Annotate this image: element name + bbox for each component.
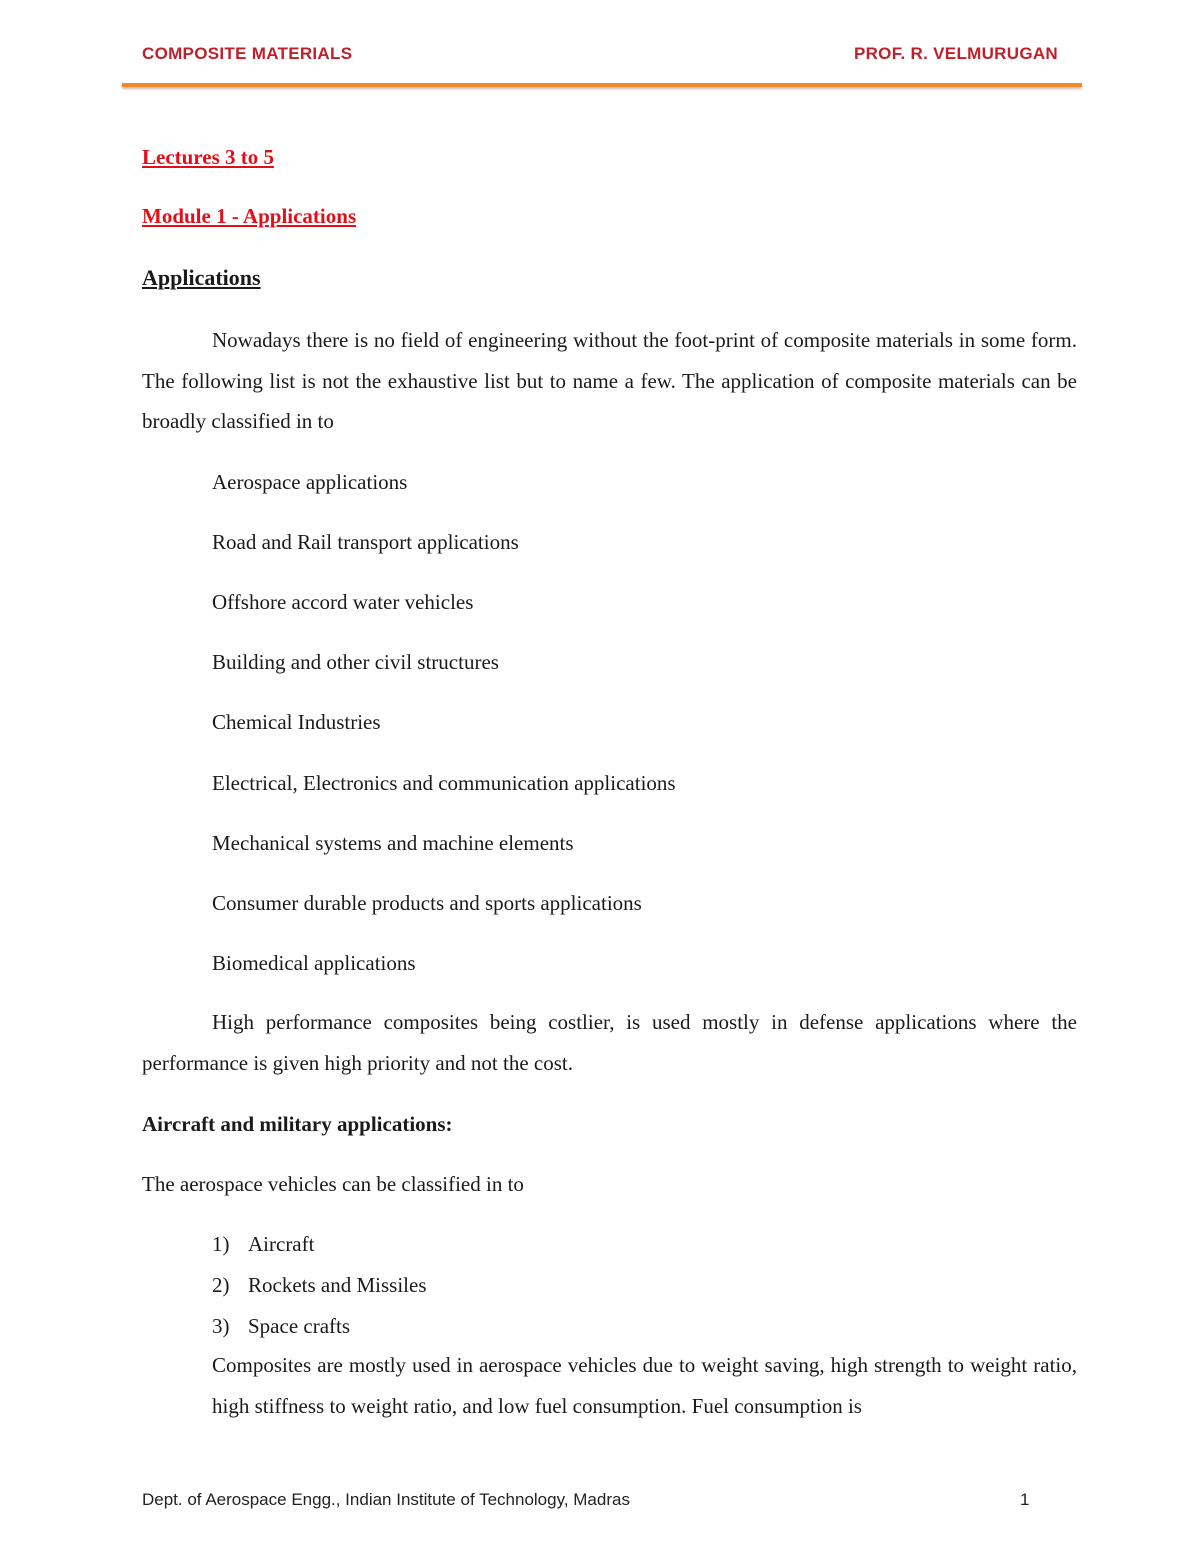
footer-department: Dept. of Aerospace Engg., Indian Institute of Technology, Madras xyxy=(142,1490,630,1509)
item-text: Space crafts xyxy=(248,1314,351,1338)
module-title: Module 1 - Applications xyxy=(142,204,357,228)
aerospace-intro: The aerospace vehicles can be classified in to xyxy=(142,1172,524,1196)
page-number: 1 xyxy=(1020,1490,1030,1509)
item-number: 1) xyxy=(212,1232,230,1256)
numbered-item xyxy=(212,1232,314,1256)
list-item: Consumer durable products and sports applications xyxy=(212,891,642,915)
list-item: Electrical, Electronics and communication applications xyxy=(212,771,676,795)
item-text: Aircraft xyxy=(248,1232,315,1256)
list-item: Building and other civil structures xyxy=(212,650,499,674)
item-number: 3) xyxy=(212,1314,230,1338)
item-number: 2) xyxy=(212,1273,230,1297)
header-author: PROF. R. VELMURUGAN xyxy=(853,44,1058,63)
list-item: Mechanical systems and machine elements xyxy=(212,831,574,855)
list-item: Aerospace applications xyxy=(212,470,408,494)
numbered-item xyxy=(212,1273,427,1297)
lectures-title: Lectures 3 to 5 xyxy=(142,145,274,169)
item-text: Rockets and Missiles xyxy=(248,1273,427,1297)
list-item: Road and Rail transport applications xyxy=(212,530,519,554)
header-rule xyxy=(122,83,1082,87)
aircraft-heading: Aircraft and military applications: xyxy=(142,1112,453,1136)
list-item: Chemical Industries xyxy=(212,710,381,734)
list-item: Biomedical applications xyxy=(212,951,416,975)
section-heading: Applications xyxy=(142,265,261,290)
list-item: Offshore accord water vehicles xyxy=(212,590,474,614)
intro-paragraph: Nowadays there is no field of engineering without the foot-print of composite materials in some form. The following list is not the exhaustive list but to name a few. The application of composite materials can be broadly classified in to xyxy=(142,328,1077,433)
numbered-item xyxy=(212,1314,350,1338)
composites-paragraph: Composites are mostly used in aerospace vehicles due to weight saving, high strength to weight ratio, high stiffness to weight ratio, and low fuel consumption. Fuel consumption is xyxy=(212,1353,1077,1418)
header-course-title: COMPOSITE MATERIALS xyxy=(142,44,353,63)
cost-paragraph: High performance composites being costlier, is used mostly in defense applications where the performance is given high priority and not the cost. xyxy=(142,1010,1077,1075)
